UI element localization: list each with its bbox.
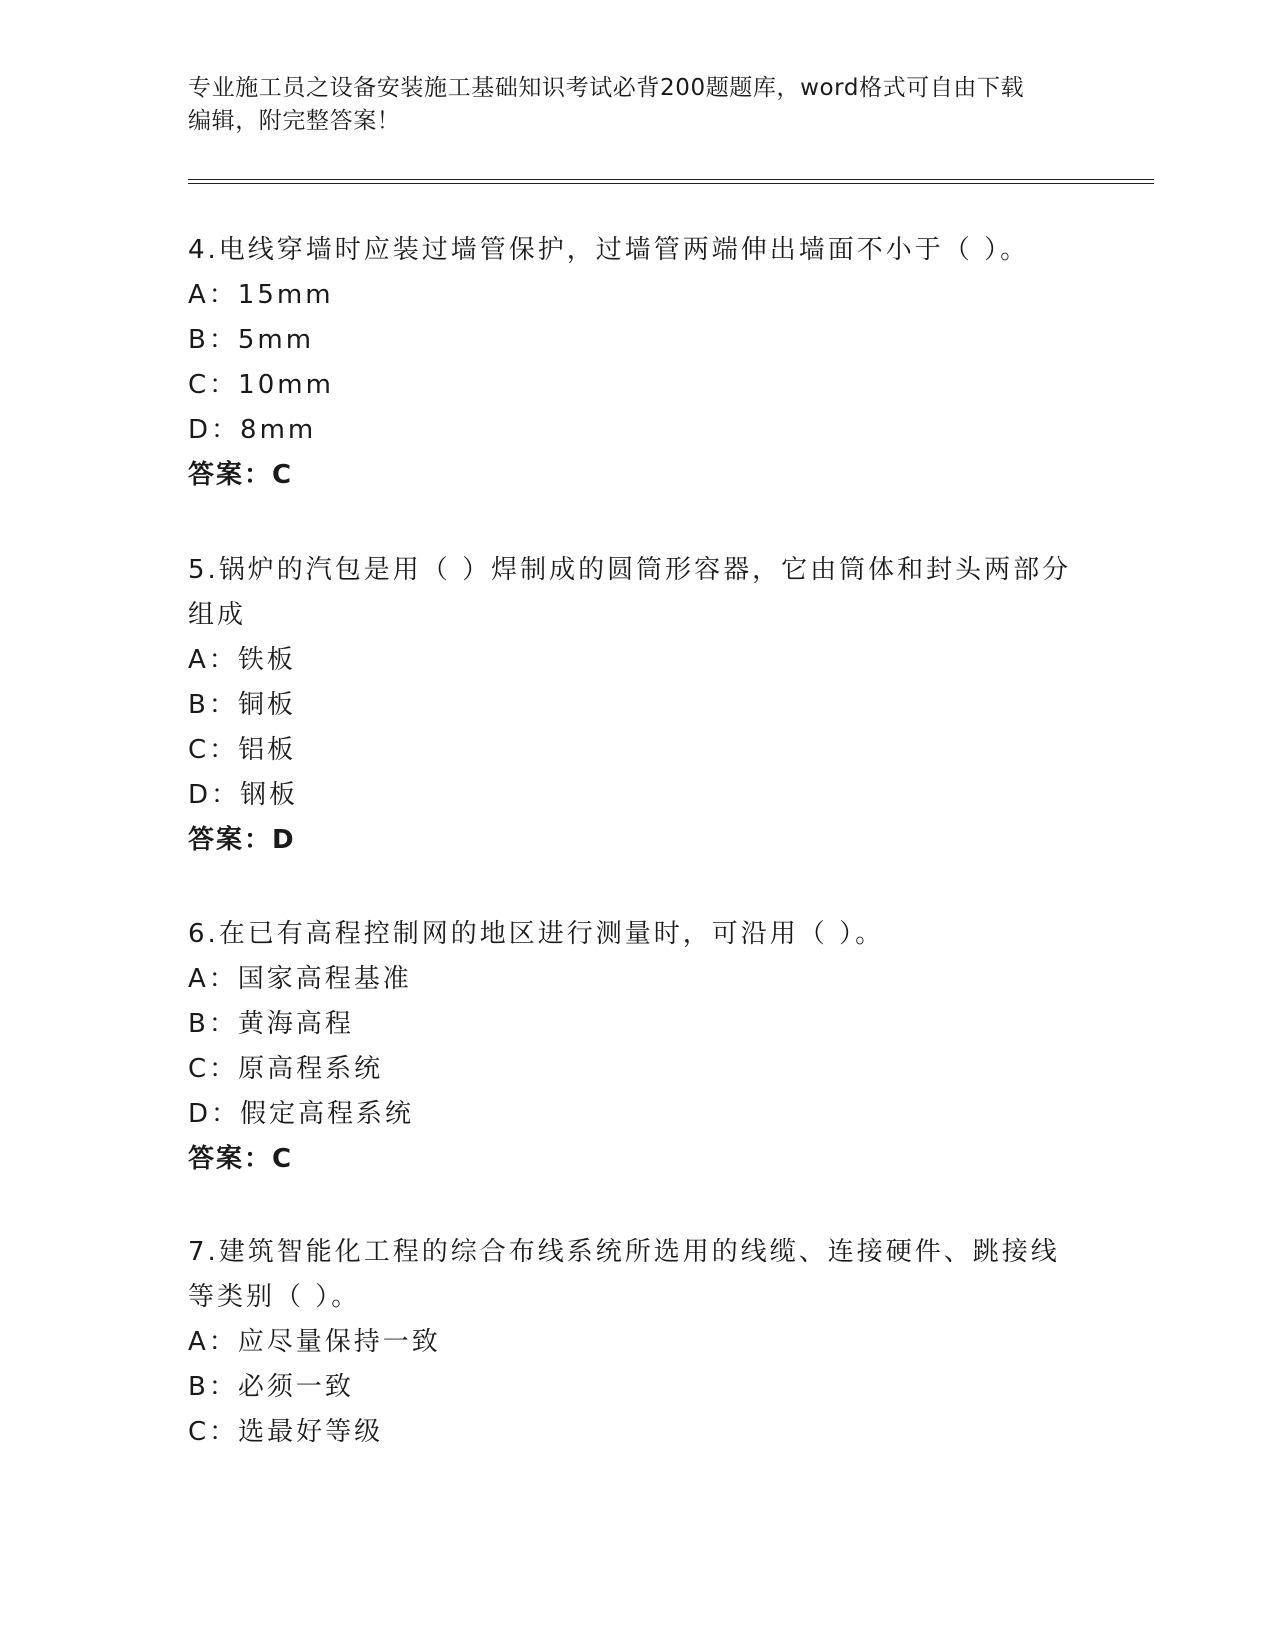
question-stem-line-2: 组成 [188,600,247,630]
answer: 答案：C [188,1144,294,1174]
header-divider-top [188,179,1154,180]
option-d: D：假定高程系统 [188,1099,415,1129]
option-d: D：钢板 [188,780,299,810]
question-4 [188,228,1088,498]
question-5 [188,548,1088,863]
header-divider-bottom [188,183,1154,184]
question-stem-line-1: 7.建筑智能化工程的综合布线系统所选用的线缆、连接硬件、跳接线 [188,1237,1060,1267]
header-title-line-2: 编辑，附完整答案！ [188,108,401,134]
option-c: C：10mm [188,370,334,400]
option-c: C：原高程系统 [188,1054,384,1084]
option-d: D：8mm [188,415,317,445]
option-b: B：黄海高程 [188,1009,354,1039]
option-c: C：选最好等级 [188,1417,384,1447]
question-stem-line-1: 5.锅炉的汽包是用（ ）焊制成的圆筒形容器，它由筒体和封头两部分 [188,555,1072,585]
answer: 答案：C [188,460,294,490]
question-6 [188,912,1088,1182]
option-b: B：5mm [188,325,315,355]
question-stem-line-2: 等类别（ ）。 [188,1282,361,1312]
question-7 [188,1230,1088,1455]
option-b: B：必须一致 [188,1372,354,1402]
question-stem: 6.在已有高程控制网的地区进行测量时，可沿用（ ）。 [188,919,885,949]
document-header [188,72,1088,138]
header-title-line-1: 专业施工员之设备安装施工基础知识考试必背200题题库，word格式可自由下载 [188,75,1025,101]
option-a: A：铁板 [188,645,296,675]
option-a: A：国家高程基准 [188,964,412,994]
option-b: B：铜板 [188,690,296,720]
option-a: A：应尽量保持一致 [188,1327,441,1357]
answer: 答案：D [188,825,296,855]
option-a: A：15mm [188,280,334,310]
option-c: C：铝板 [188,735,297,765]
question-stem: 4.电线穿墙时应装过墙管保护，过墙管两端伸出墙面不小于（ ）。 [188,235,1030,265]
